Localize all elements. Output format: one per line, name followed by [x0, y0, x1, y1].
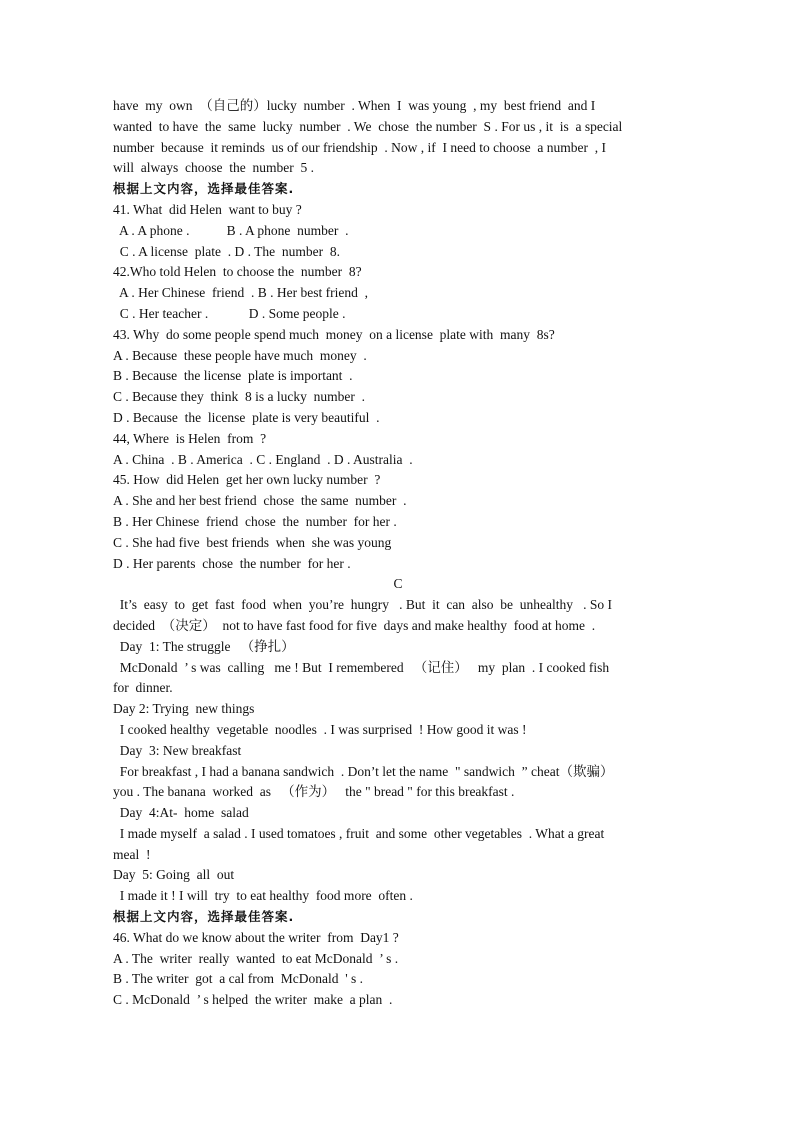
text-line: Day 5: Going all out: [113, 867, 235, 883]
text-line: Day 1: The struggle （挣扎）: [113, 638, 295, 654]
passage-c: [113, 595, 683, 907]
text-line: Day 3: New breakfast: [113, 742, 242, 758]
text-line: I made it ! I will try to eat healthy food more often .: [113, 888, 413, 904]
option-line: A . China . B . America . C . England . D . Australia .: [113, 451, 413, 467]
option-line: A . Because these people have much money .: [113, 347, 367, 363]
text-line: for dinner.: [113, 680, 173, 696]
text-line: decided （决定） not to have fast food for five days and make healthy food at home .: [113, 617, 596, 633]
option-line: A . A phone . B . A phone number .: [113, 222, 349, 238]
question-line: 45. How did Helen get her own lucky number ?: [113, 472, 381, 488]
option-line: C . A license plate . D . The number 8.: [113, 243, 340, 259]
option-line: B . Because the license plate is important .: [113, 368, 353, 384]
option-line: D . Her parents chose the number for her .: [113, 555, 351, 571]
questions-46: [113, 928, 683, 1011]
option-line: C . Because they think 8 is a lucky number .: [113, 389, 365, 405]
text-line: will always choose the number 5 .: [113, 160, 314, 176]
text-line: McDonald ’ s was calling me ! But I remembered （记住） my plan . I cooked fish: [113, 659, 610, 675]
text-line: Day 4:At- home salad: [113, 805, 249, 821]
option-line: A . She and her best friend chose the same number .: [113, 493, 407, 509]
instruction-heading: 根据上文内容，选择最佳答案.: [113, 181, 295, 197]
question-line: 43. Why do some people spend much money on a license plate with many 8s?: [113, 326, 555, 342]
text-line: Day 2: Trying new things: [113, 701, 255, 717]
text-line: I made myself a salad . I used tomatoes , fruit and some other vegetables . What a great: [113, 825, 605, 841]
questions-41-45: [113, 200, 683, 574]
text-line: you . The banana worked as （作为） the " bread " for this breakfast .: [113, 784, 515, 800]
option-line: B . The writer got a cal from McDonald ' s .: [113, 971, 364, 987]
text-line: have my own （自己的）lucky number . When I was young , my best friend and I: [113, 98, 596, 113]
question-line: 42.Who told Helen to choose the number 8?: [113, 264, 362, 280]
option-line: C . McDonald ’ s helped the writer make a plan .: [113, 992, 393, 1008]
question-line: 44, Where is Helen from ?: [113, 430, 267, 446]
text-line: number because it reminds us of our friendship . Now , if I need to choose a number , I: [113, 139, 607, 155]
option-line: C . Her teacher . D . Some people .: [113, 305, 346, 321]
option-line: B . Her Chinese friend chose the number for her .: [113, 513, 397, 529]
text-line: wanted to have the same lucky number . We chose the number S . For us , it is a special: [113, 118, 623, 134]
option-line: A . Her Chinese friend . B . Her best friend ,: [113, 285, 368, 301]
text-line: I cooked healthy vegetable noodles . I was surprised ! How good it was !: [113, 721, 527, 737]
text-line: It’s easy to get fast food when you’re hungry . But it can also be unhealthy . So I: [113, 597, 613, 613]
document-page: [113, 96, 683, 1011]
section-c-label: C: [393, 576, 403, 592]
option-line: C . She had five best friends when she was young: [113, 534, 392, 550]
instruction-heading: 根据上文内容，选择最佳答案.: [113, 909, 295, 925]
passage-b-tail: [113, 96, 683, 179]
option-line: A . The writer really wanted to eat McDonald ’ s .: [113, 950, 399, 966]
text-line: meal !: [113, 846, 151, 862]
question-line: 41. What did Helen want to buy ?: [113, 201, 302, 217]
text-line: For breakfast , I had a banana sandwich . Don’t let the name " sandwich ” cheat（欺骗）: [113, 763, 614, 779]
option-line: D . Because the license plate is very beautiful .: [113, 409, 380, 425]
question-line: 46. What do we know about the writer from Day1 ?: [113, 929, 399, 945]
